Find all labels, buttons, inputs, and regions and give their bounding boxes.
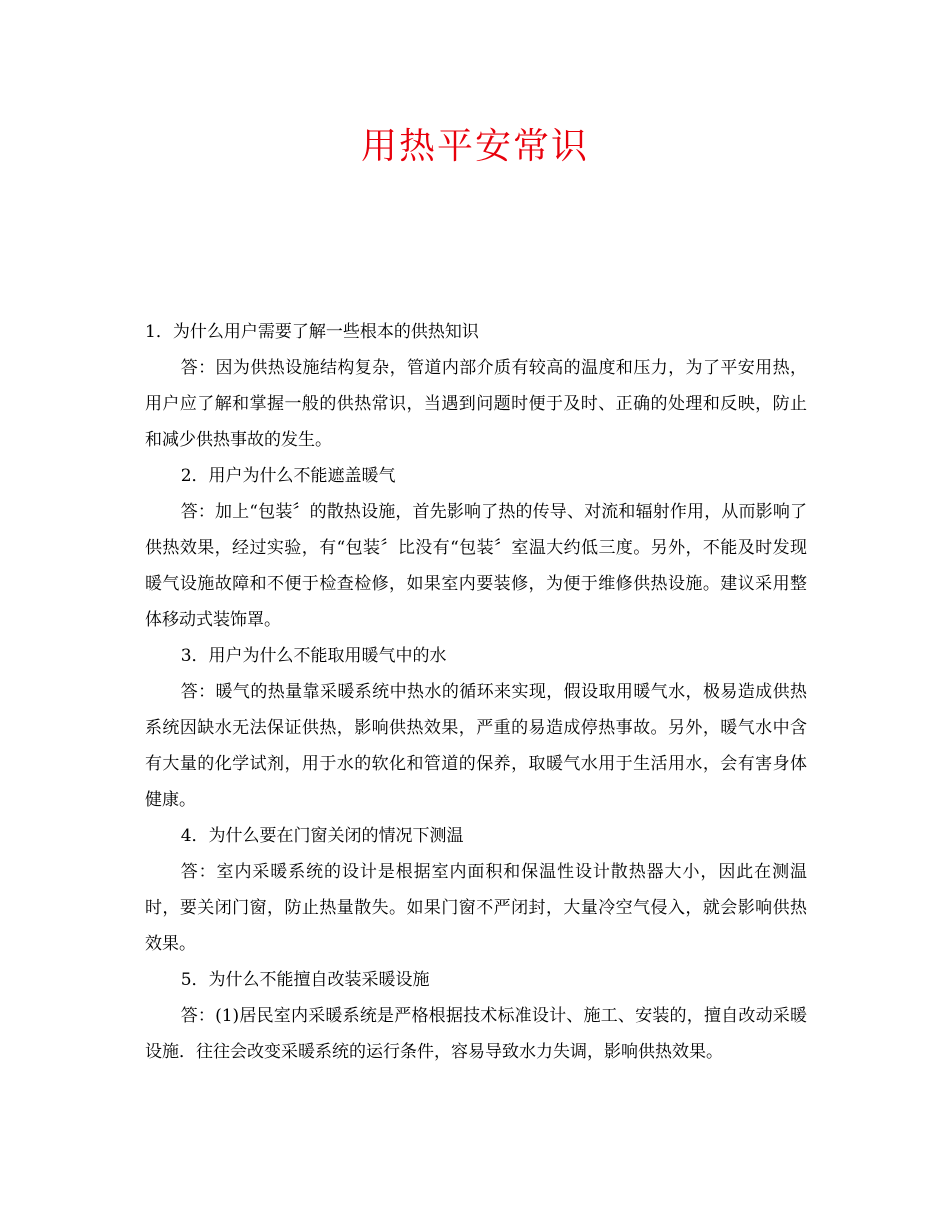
document-title: 用热平安常识 <box>360 126 589 167</box>
answer-2: 答：加上“包装〞的散热设施，首先影响了热的传导、对流和辐射作用，从而影响了供热效果，经过实验，有“包装〞比没有“包装〞室温大约低三度。另外，不能及时发现暖气设施故障和不便于检查检修，如果室内要装修，为便于维修供热设施。建议采用整体移动式装饰罩。 <box>145 502 807 630</box>
question-5: 5．为什么不能擅自改装采暖设施 <box>180 970 430 990</box>
answer-5: 答：(1)居民室内采暖系统是严格根据技术标准设计、施工、安装的，擅自改动采暖设施．往往会改变采暖系统的运行条件，容易导致水力失调，影响供热效果。 <box>145 1006 807 1062</box>
document-body <box>145 314 807 1070</box>
question-3: 3．用户为什么不能取用暖气中的水 <box>180 646 447 666</box>
question-2: 2．用户为什么不能遮盖暖气 <box>180 466 396 486</box>
question-1: 1．为什么用户需要了解一些根本的供热知识 <box>145 322 479 342</box>
answer-4: 答：室内采暖系统的设计是根据室内面积和保温性设计散热器大小，因此在测温时，要关闭门窗，防止热量散失。如果门窗不严闭封，大量冷空气侵入，就会影响供热效果。 <box>145 862 807 954</box>
answer-1: 答：因为供热设施结构复杂，管道内部介质有较高的温度和压力，为了平安用热，用户应了解和掌握一般的供热常识，当遇到问题时便于及时、正确的处理和反映，防止和减少供热事故的发生。 <box>145 358 807 450</box>
answer-3: 答：暖气的热量靠采暖系统中热水的循环来实现，假设取用暖气水，极易造成供热系统因缺水无法保证供热，影响供热效果，严重的易造成停热事故。另外，暖气水中含有大量的化学试剂，用于水的软化和管道的保养，取暖气水用于生活用水，会有害身体健康。 <box>145 682 807 810</box>
question-4: 4．为什么要在门窗关闭的情况下测温 <box>180 826 464 846</box>
